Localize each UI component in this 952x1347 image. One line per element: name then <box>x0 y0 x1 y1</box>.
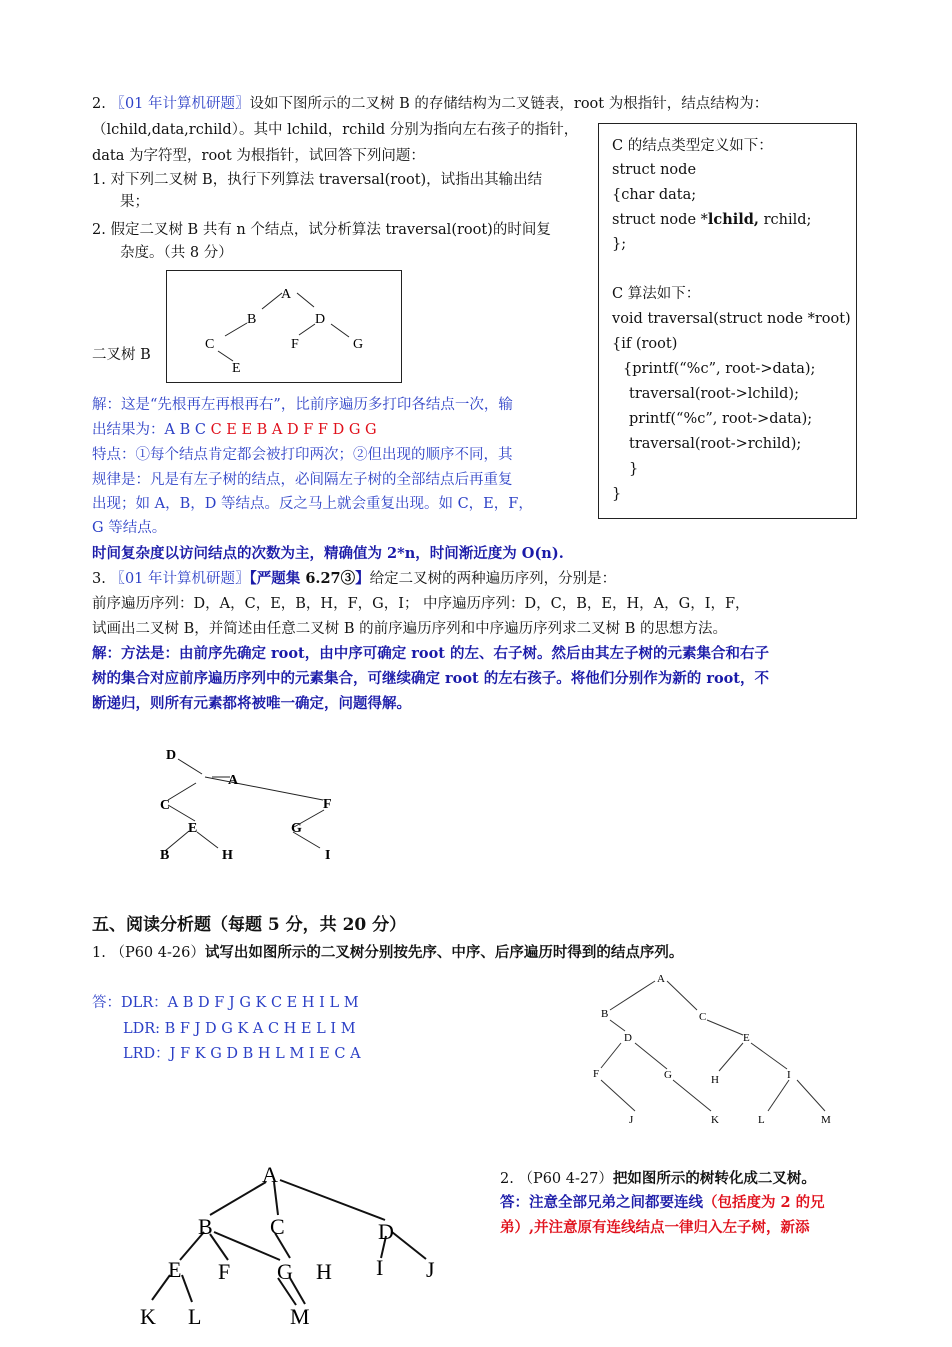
output-part2: C E E <box>210 422 257 438</box>
q3-task: 试画出二叉树 B，并简述由任意二叉树 B 的前序遍历序列和中序遍历序列求二叉树 B 的思想方法。 <box>92 621 728 637</box>
tree2-node-e: E <box>168 1257 182 1282</box>
code-box <box>598 123 857 519</box>
sec5-q1-text: 试写出如图所示的二叉树分别按先序、中序、后序遍历时得到的结点序列。 <box>204 944 684 961</box>
sec5-q1-prefix: 1. （P60 4-26） <box>92 945 205 961</box>
q3-intro: 给定二叉树的两种遍历序列，分别是： <box>369 571 617 587</box>
answer-ldr: LDR: B F J D G K A C H E L I M <box>123 1021 356 1037</box>
q3-answer-line3: 断递归，则所有元素都将被唯一确定，问题得解。 <box>92 695 411 712</box>
q3-node-i: I <box>325 848 331 863</box>
output-prefix: 出结果为： <box>92 422 165 438</box>
tree-b-node-b: B <box>247 312 257 327</box>
tree2-node-k: K <box>140 1304 156 1329</box>
tree2-node-g: G <box>277 1259 293 1284</box>
tree1-node-k: K <box>711 1114 719 1126</box>
tree1-node-l: L <box>758 1114 765 1126</box>
answer-lrd: LRD：J F K G D B H L M I E C A <box>123 1046 361 1062</box>
q2-intro: 设如下图所示的二叉树 B 的存储结构为二叉链表，root 为根指针，结点结构为： <box>249 96 769 112</box>
code-line: struct node <box>612 162 697 178</box>
code-frag-bold: lchild, <box>707 211 759 228</box>
answer-dlr: 答：DLR：A B D F J G K C E H I L M <box>92 995 359 1011</box>
code-line: } <box>629 461 639 477</box>
q3-node-f: F <box>323 797 332 812</box>
tree1-node-e: E <box>743 1032 750 1044</box>
tree2-node-h: H <box>316 1259 332 1284</box>
q2-feature-line3: 出现；如 A，B，D 等结点。反之马上就会重复出现。如 C，E，F， <box>92 496 533 512</box>
output-part1: A B C <box>164 422 211 438</box>
q2-answer-text: 答：注意全部兄弟之间都要连线 <box>500 1194 703 1211</box>
tree-b-label: 二叉树 B <box>92 347 151 363</box>
tree-b-node-e: E <box>232 361 241 376</box>
tree-b-box <box>166 270 402 383</box>
q3-line1 <box>92 569 616 589</box>
code-line: {printf(“%c”, root->data); <box>623 361 816 377</box>
q2-answer-text: ,并注意原有连线结点一律归入左子树，新添 <box>529 1219 810 1236</box>
q2-item2: 2. 假定二叉树 B 共有 n 个结点，试分析算法 traversal(root)的时间复 <box>92 222 551 238</box>
tree1-node-j: J <box>629 1114 634 1126</box>
sec5-q2-answer-line1 <box>500 1193 825 1213</box>
code-line: traversal(root->rchild); <box>629 436 802 452</box>
q2-answer-output <box>92 420 377 440</box>
tree2-node-b: B <box>198 1214 213 1239</box>
code-line: {if (root) <box>612 336 678 352</box>
sec5-q2-answer-line2 <box>500 1218 810 1238</box>
sec5-tree2-diagram <box>130 1160 460 1330</box>
q3-node-c: C <box>160 798 171 813</box>
q2-feature-line1: 特点：①每个结点肯定都会被打印两次；②但出现的顺序不同，其 <box>92 447 513 463</box>
output-part3: B A D F F D <box>256 422 349 438</box>
q2-answer-red: 弟） <box>500 1219 529 1236</box>
q2-item1: 1. 对下列二叉树 B，执行下列算法 traversal(root)，试指出其输出结 <box>92 172 543 188</box>
tree1-node-a: A <box>657 973 665 985</box>
tree2-node-f: F <box>218 1259 231 1284</box>
sec5-tree1-diagram <box>575 965 855 1145</box>
q3-tag: 6.27③ <box>305 570 356 587</box>
sec5-q2 <box>500 1169 816 1189</box>
tree-b-node-f: F <box>291 337 299 352</box>
q2-source-tag: 〖01 年计算机研题〗 <box>110 96 250 112</box>
code-line: traversal(root->lchild); <box>629 386 799 402</box>
q3-tree-diagram <box>140 735 360 875</box>
q2-line2: （lchild,data,rchild）。其中 lchild，rchild 分别为指向左右孩子的指针， <box>92 122 579 138</box>
q3-node-b: B <box>160 848 170 863</box>
code-line: C 的结点类型定义如下： <box>612 138 773 154</box>
tree1-node-m: M <box>821 1114 831 1126</box>
sec5-q2-prefix: 2. （P60 4-27） <box>500 1171 613 1187</box>
q2-answer-red: （包括度为 2 的兄 <box>703 1194 825 1211</box>
section5-heading: 五、阅读分析题（每题 5 分，共 20 分） <box>92 915 407 935</box>
tree2-node-d: D <box>378 1219 394 1244</box>
tree1-node-g: G <box>664 1069 672 1081</box>
sec5-q2-text: 把如图所示的树转化成二叉树。 <box>612 1170 816 1187</box>
sec5-q1 <box>92 943 683 963</box>
code-line: printf(“%c”, root->data); <box>629 411 813 427</box>
q3-node-h: H <box>222 848 233 863</box>
tree1-node-f: F <box>593 1068 600 1080</box>
q2-feature-line2: 规律是：凡是有左子树的结点，必间隔左子树的全部结点后再重复 <box>92 472 513 488</box>
tree-b-node-d: D <box>315 312 326 327</box>
q3-node-a: A <box>228 773 239 788</box>
tree2-node-c: C <box>270 1214 285 1239</box>
q3-sequences: 前序遍历序列：D，A，C，E，B，H，F，G，I； 中序遍历序列：D，C，B，E，H，A，G，I，F， <box>92 596 750 612</box>
code-frag: struct node * <box>612 212 708 228</box>
q3-node-g: G <box>291 821 302 836</box>
q2-number: 2. <box>92 96 106 112</box>
q3-node-e: E <box>188 821 198 836</box>
tree2-node-i: I <box>376 1255 384 1280</box>
code-line: }; <box>612 236 627 252</box>
tree-b-node-a: A <box>281 287 292 302</box>
code-line: {char data; <box>612 187 697 203</box>
tree2-node-a: A <box>262 1162 278 1187</box>
q3-number: 3. <box>92 571 106 587</box>
q3-tag: 【严题集 <box>249 570 306 587</box>
tree-b-node-c: C <box>205 337 215 352</box>
tree1-node-d: D <box>624 1032 632 1044</box>
code-line <box>612 210 811 230</box>
tree2-node-l: L <box>188 1304 202 1329</box>
q3-tag: 】 <box>355 570 370 587</box>
tree1-node-i: I <box>787 1069 791 1081</box>
q3-answer-line1: 解：方法是：由前序先确定 root，由中序可确定 root 的左、右子树。然后由其左子树的元素集合和右子 <box>92 645 770 662</box>
q2-line1 <box>92 94 768 114</box>
tree2-node-m: M <box>290 1304 310 1329</box>
q2-answer-line1: 解：这是“先根再左再根再右”，比前序遍历多打印各结点一次，输 <box>92 397 513 413</box>
q3-tag: 〖01 年计算机研题〗 <box>110 571 250 587</box>
tree2-node-j: J <box>426 1257 435 1282</box>
code-line: } <box>612 486 622 502</box>
q3-answer-line2: 树的集合对应前序遍历序列中的元素集合，可继续确定 root 的左右孩子。将他们分别作为新的 root，不 <box>92 670 770 687</box>
q2-item2-cont: 杂度。（共 8 分） <box>120 245 233 261</box>
q2-complexity: 时间复杂度以访问结点的次数为主，精确值为 2*n，时间渐近度为 O(n). <box>92 545 564 562</box>
output-part4: G G <box>348 422 377 438</box>
code-line: C 算法如下： <box>612 286 701 302</box>
code-frag: rchild; <box>758 212 812 228</box>
code-line: void traversal(struct node *root) <box>612 311 851 327</box>
q2-line3: data 为字符型，root 为根指针，试回答下列问题： <box>92 148 425 164</box>
tree1-node-b: B <box>601 1008 609 1020</box>
tree1-node-h: H <box>711 1074 719 1086</box>
q2-feature-line4: G 等结点。 <box>92 520 167 536</box>
tree-b-node-g: G <box>353 337 364 352</box>
tree-b-diagram <box>167 271 403 384</box>
q2-item1-cont: 果； <box>120 194 149 210</box>
tree1-node-c: C <box>699 1011 707 1023</box>
q3-node-d: D <box>166 748 177 763</box>
